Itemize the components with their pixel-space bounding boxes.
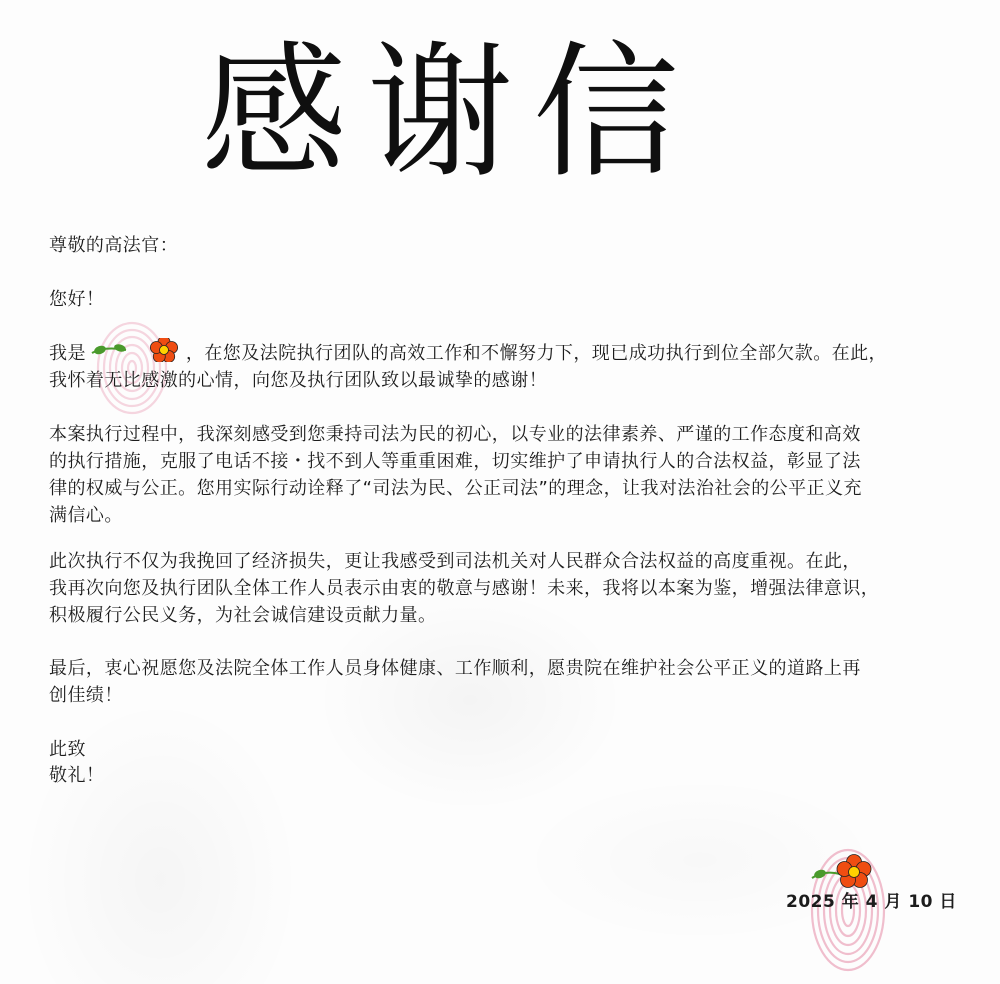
letter-date: 2025 年 4 月 10 日 bbox=[786, 892, 957, 912]
paragraph-line: 律的权威与公正。您用实际行动诠释了“司法为民、公正司法”的理念，让我对法治社会的公平正义充 bbox=[49, 478, 862, 499]
closing-line-2: 敬礼！ bbox=[49, 765, 105, 786]
letter-title: 感谢信 bbox=[201, 28, 699, 198]
paragraph-gratitude bbox=[49, 548, 949, 629]
paragraph-line: 的执行措施，克服了电话不接・找不到人等重重困难，切实维护了申请执行人的合法权益，彰显了法 bbox=[49, 451, 861, 472]
paragraph-line: 本案执行过程中，我深刻感受到您秉持司法为民的初心，以专业的法律素养、严谨的工作态度和高效 bbox=[49, 424, 861, 445]
paragraph-execution bbox=[49, 421, 949, 529]
paragraph-line: 创佳绩！ bbox=[49, 685, 123, 706]
greeting: 您好！ bbox=[49, 289, 105, 310]
paragraph-wishes bbox=[49, 655, 949, 709]
paragraph-line: 积极履行公民义务，为社会诚信建设贡献力量。 bbox=[49, 605, 437, 626]
paragraph-line: 最后，衷心祝愿您及法院全体工作人员身体健康、工作顺利，愿贵院在维护社会公平正义的道路上再 bbox=[49, 658, 861, 679]
intro-line-1 bbox=[49, 341, 887, 367]
intro-line-2: 我怀着无比感激的心情，向您及执行团队致以最诚挚的感谢！ bbox=[49, 370, 548, 391]
intro-line-1-text: ，在您及法院执行团队的高效工作和不懈努力下，现已成功执行到位全部欠款。在此， bbox=[185, 343, 888, 364]
salutation: 尊敬的高法官： bbox=[49, 235, 179, 256]
paragraph-line: 我再次向您及执行团队全体工作人员表示由衷的敬意与感谢！未来，我将以本案为鉴，增强法律意识， bbox=[49, 578, 880, 599]
intro-prefix: 我是 bbox=[49, 343, 86, 364]
paragraph-line: 满信心。 bbox=[49, 505, 123, 526]
redacted-name-sticker bbox=[86, 342, 186, 362]
flower-sticker-icon bbox=[86, 338, 186, 362]
closing-line-1: 此致 bbox=[49, 739, 86, 760]
paragraph-line: 此次执行不仅为我挽回了经济损失，更让我感受到司法机关对人民群众合法权益的高度重视。在此， bbox=[49, 551, 861, 572]
